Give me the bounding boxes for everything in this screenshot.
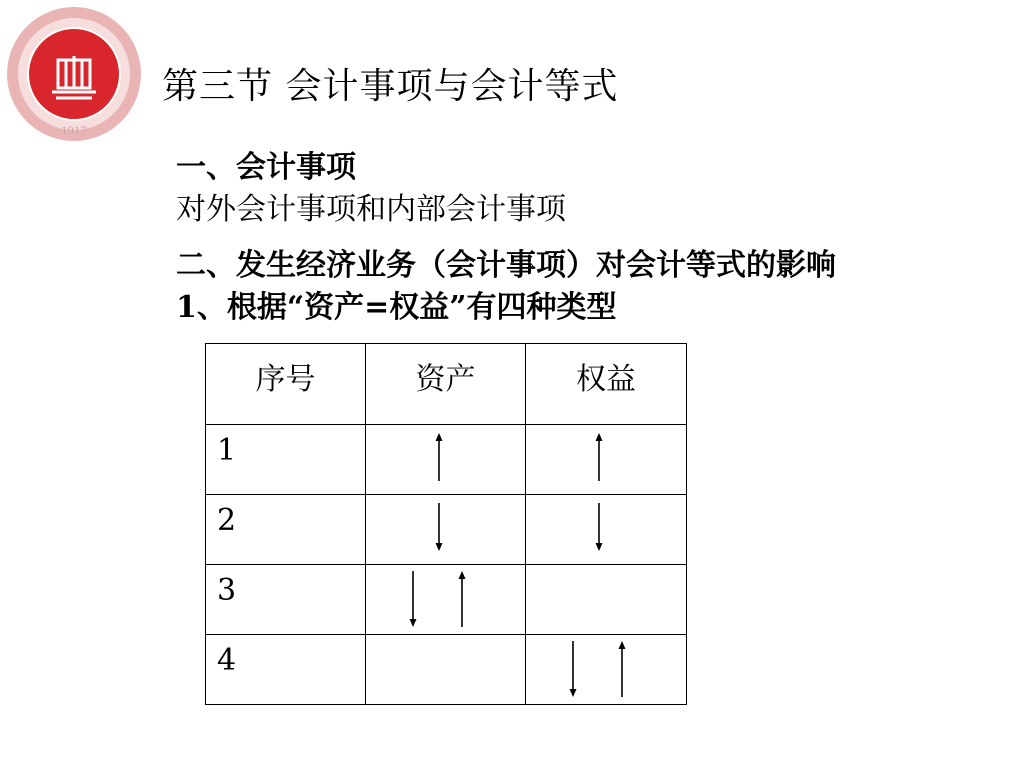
assets-arrows (366, 425, 525, 494)
section1-heading: 一、会计事项 (176, 150, 356, 185)
header-equity-label: 权益 (576, 362, 636, 397)
arrow-down-icon (410, 571, 417, 627)
row-number: 4 (217, 643, 237, 678)
section2-subheading: 1、根据“资产=权益”有四种类型 (176, 290, 617, 325)
table-row (206, 495, 687, 565)
row-number-cell (206, 495, 366, 565)
equity-arrows (526, 495, 686, 564)
header-cell-equity (526, 344, 687, 425)
header-assets-label: 资产 (415, 362, 476, 397)
row-number: 3 (217, 573, 237, 608)
row-number: 2 (217, 503, 237, 538)
section1-text: 对外会计事项和内部会计事项 (176, 192, 566, 227)
assets-arrows (366, 495, 525, 564)
assets-arrows (366, 635, 525, 704)
assets-cell (366, 495, 526, 565)
seal-emblem (52, 56, 96, 98)
seal-year: 1917 (61, 126, 87, 137)
arrow-down-icon (436, 503, 443, 551)
table-row (206, 635, 687, 705)
header-cell-number (206, 344, 366, 425)
equity-arrows (526, 635, 686, 704)
equation-effects-table (205, 343, 687, 705)
arrow-up-icon (619, 641, 626, 697)
equity-arrows (526, 425, 686, 494)
section2-heading: 二、发生经济业务（会计事项）对会计等式的影响 (176, 248, 836, 283)
equity-cell (526, 565, 687, 635)
university-seal-logo (6, 6, 142, 142)
arrow-up-icon (436, 433, 443, 481)
table-row (206, 425, 687, 495)
table-header-row (206, 344, 687, 425)
assets-cell (366, 565, 526, 635)
header-cell-assets (366, 344, 526, 425)
assets-cell (366, 635, 526, 705)
assets-arrows (366, 565, 525, 634)
table-row (206, 565, 687, 635)
page-title: 第三节 会计事项与会计等式 (162, 66, 619, 107)
assets-cell (366, 425, 526, 495)
equity-arrows (526, 565, 686, 634)
equity-cell (526, 635, 687, 705)
arrow-up-icon (596, 433, 603, 481)
equity-cell (526, 495, 687, 565)
arrow-up-icon (459, 571, 466, 627)
header-number-label: 序号 (255, 362, 316, 397)
arrow-down-icon (570, 641, 577, 697)
row-number-cell (206, 565, 366, 635)
row-number-cell (206, 635, 366, 705)
equity-cell (526, 425, 687, 495)
row-number: 1 (217, 433, 237, 468)
arrow-down-icon (596, 503, 603, 551)
row-number-cell (206, 425, 366, 495)
